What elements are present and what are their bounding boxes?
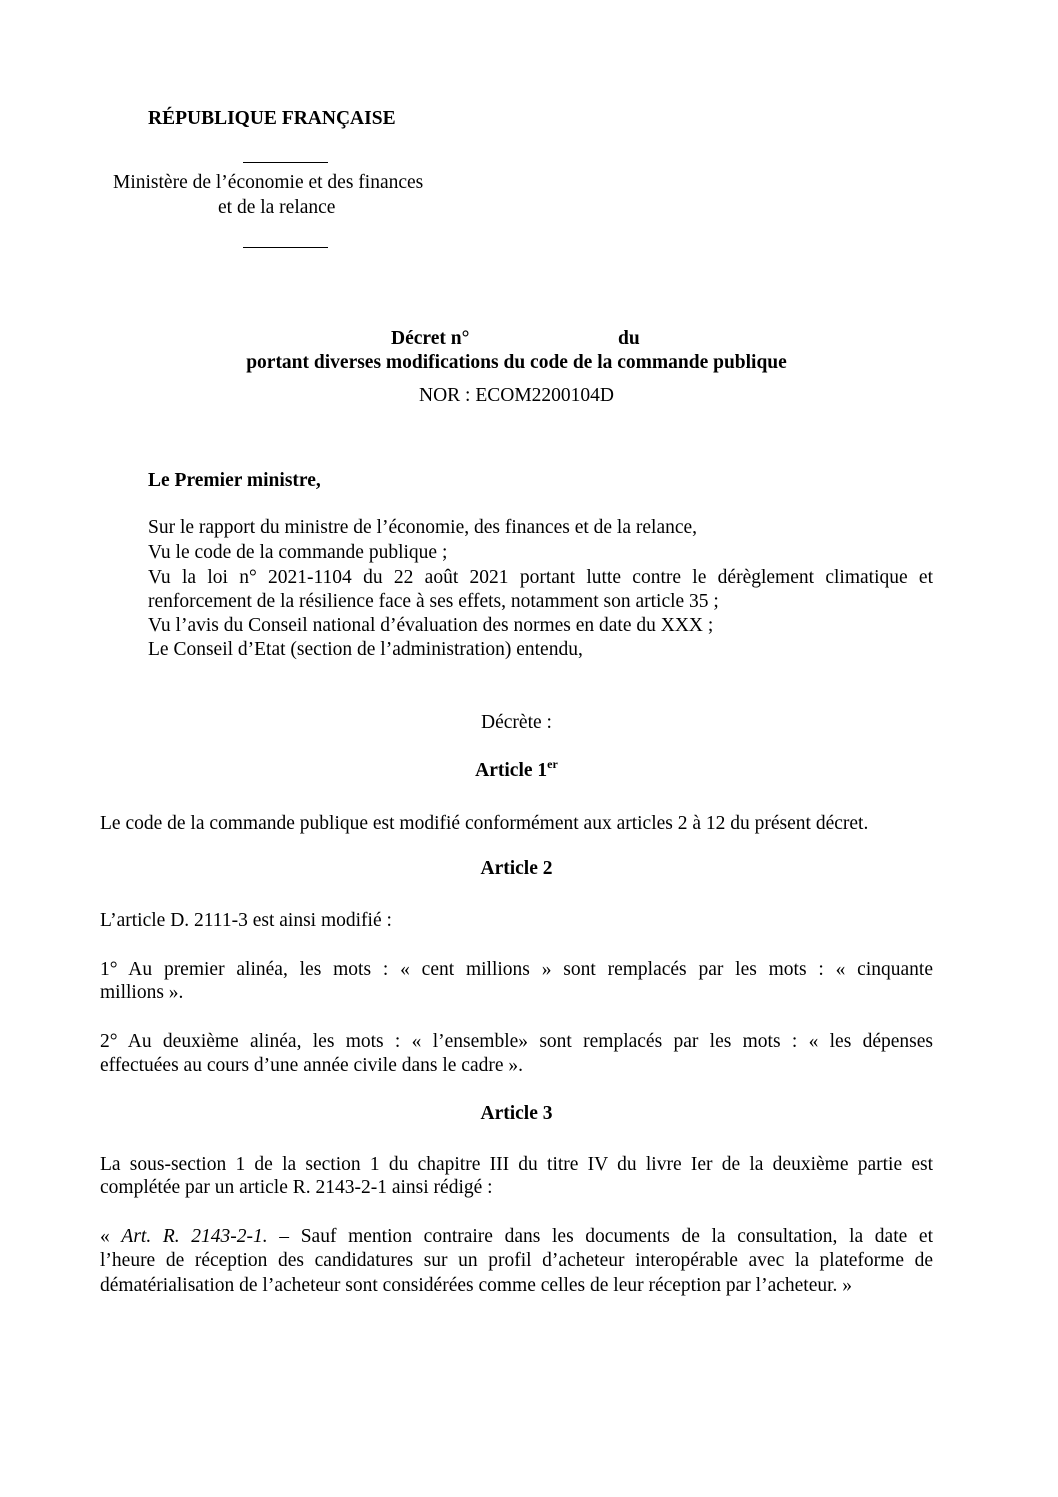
article-2-point-1-line-1: 1° Au premier alinéa, les mots : « cent millions » sont remplacés par les mots : « cinquante — [100, 959, 933, 980]
preamble-line: Sur le rapport du ministre de l’économie, des finances et de la relance, — [148, 517, 698, 538]
article-reference: Art. R. 2143-2-1. — [121, 1226, 268, 1247]
du-label: du — [618, 328, 640, 349]
preamble-line: Vu le code de la commande publique ; — [148, 542, 448, 563]
article-2-intro: L’article D. 2111-3 est ainsi modifié : — [100, 910, 392, 931]
header-divider-bottom — [243, 247, 328, 248]
article-2-heading: Article 2 — [480, 858, 553, 879]
decret-label: Décret n° — [391, 328, 470, 349]
article-1-text: Le code de la commande publique est modifié conformément aux articles 2 à 12 du présent décret. — [100, 813, 869, 834]
article-3-quote-line-3: dématérialisation de l’acheteur sont considérées comme celles de leur réception par l’acheteur. » — [100, 1275, 853, 1296]
premier-ministre: Le Premier ministre, — [148, 470, 321, 491]
article-3-intro-line-2: complétée par un article R. 2143-2-1 ainsi rédigé : — [100, 1177, 493, 1198]
article-2-point-1-line-2: millions ». — [100, 982, 184, 1003]
header-divider — [243, 162, 328, 163]
preamble-line: Vu l’avis du Conseil national d’évaluation des normes en date du XXX ; — [148, 615, 714, 636]
article-2-point-2-line-2: effectuées au cours d’une année civile dans le cadre ». — [100, 1055, 524, 1076]
article-3-intro-line-1: La sous-section 1 de la section 1 du chapitre III du titre IV du livre Ier de la deuxième partie est — [100, 1154, 933, 1175]
preamble-line: Vu la loi n° 2021-1104 du 22 août 2021 portant lutte contre le dérèglement climatique et — [148, 567, 933, 588]
decree-subtitle: portant diverses modifications du code de la commande publique — [246, 352, 787, 373]
article-3-quote-line-1: « Art. R. 2143-2-1. – Sauf mention contraire dans les documents de la consultation, la date et — [100, 1226, 933, 1247]
republic-heading: RÉPUBLIQUE FRANÇAISE — [148, 108, 396, 129]
nor-reference: NOR : ECOM2200104D — [418, 385, 614, 406]
article-2-point-2-line-1: 2° Au deuxième alinéa, les mots : « l’ensemble» sont remplacés par les mots : « les dépenses — [100, 1031, 933, 1052]
preamble-line: renforcement de la résilience face à ses effets, notamment son article 35 ; — [148, 591, 719, 612]
article-1-heading: Article 1er — [475, 757, 558, 781]
preamble-line: Le Conseil d’Etat (section de l’administration) entendu, — [148, 639, 583, 660]
ministry-line-2: et de la relance — [218, 197, 336, 218]
decrete-label: Décrète : — [481, 712, 552, 733]
ministry-line-1: Ministère de l’économie et des finances — [113, 172, 424, 193]
article-3-heading: Article 3 — [480, 1103, 553, 1124]
article-3-quote-line-2: l’heure de réception des candidatures sur un profil d’acheteur interopérable avec la plateforme de — [100, 1250, 933, 1271]
